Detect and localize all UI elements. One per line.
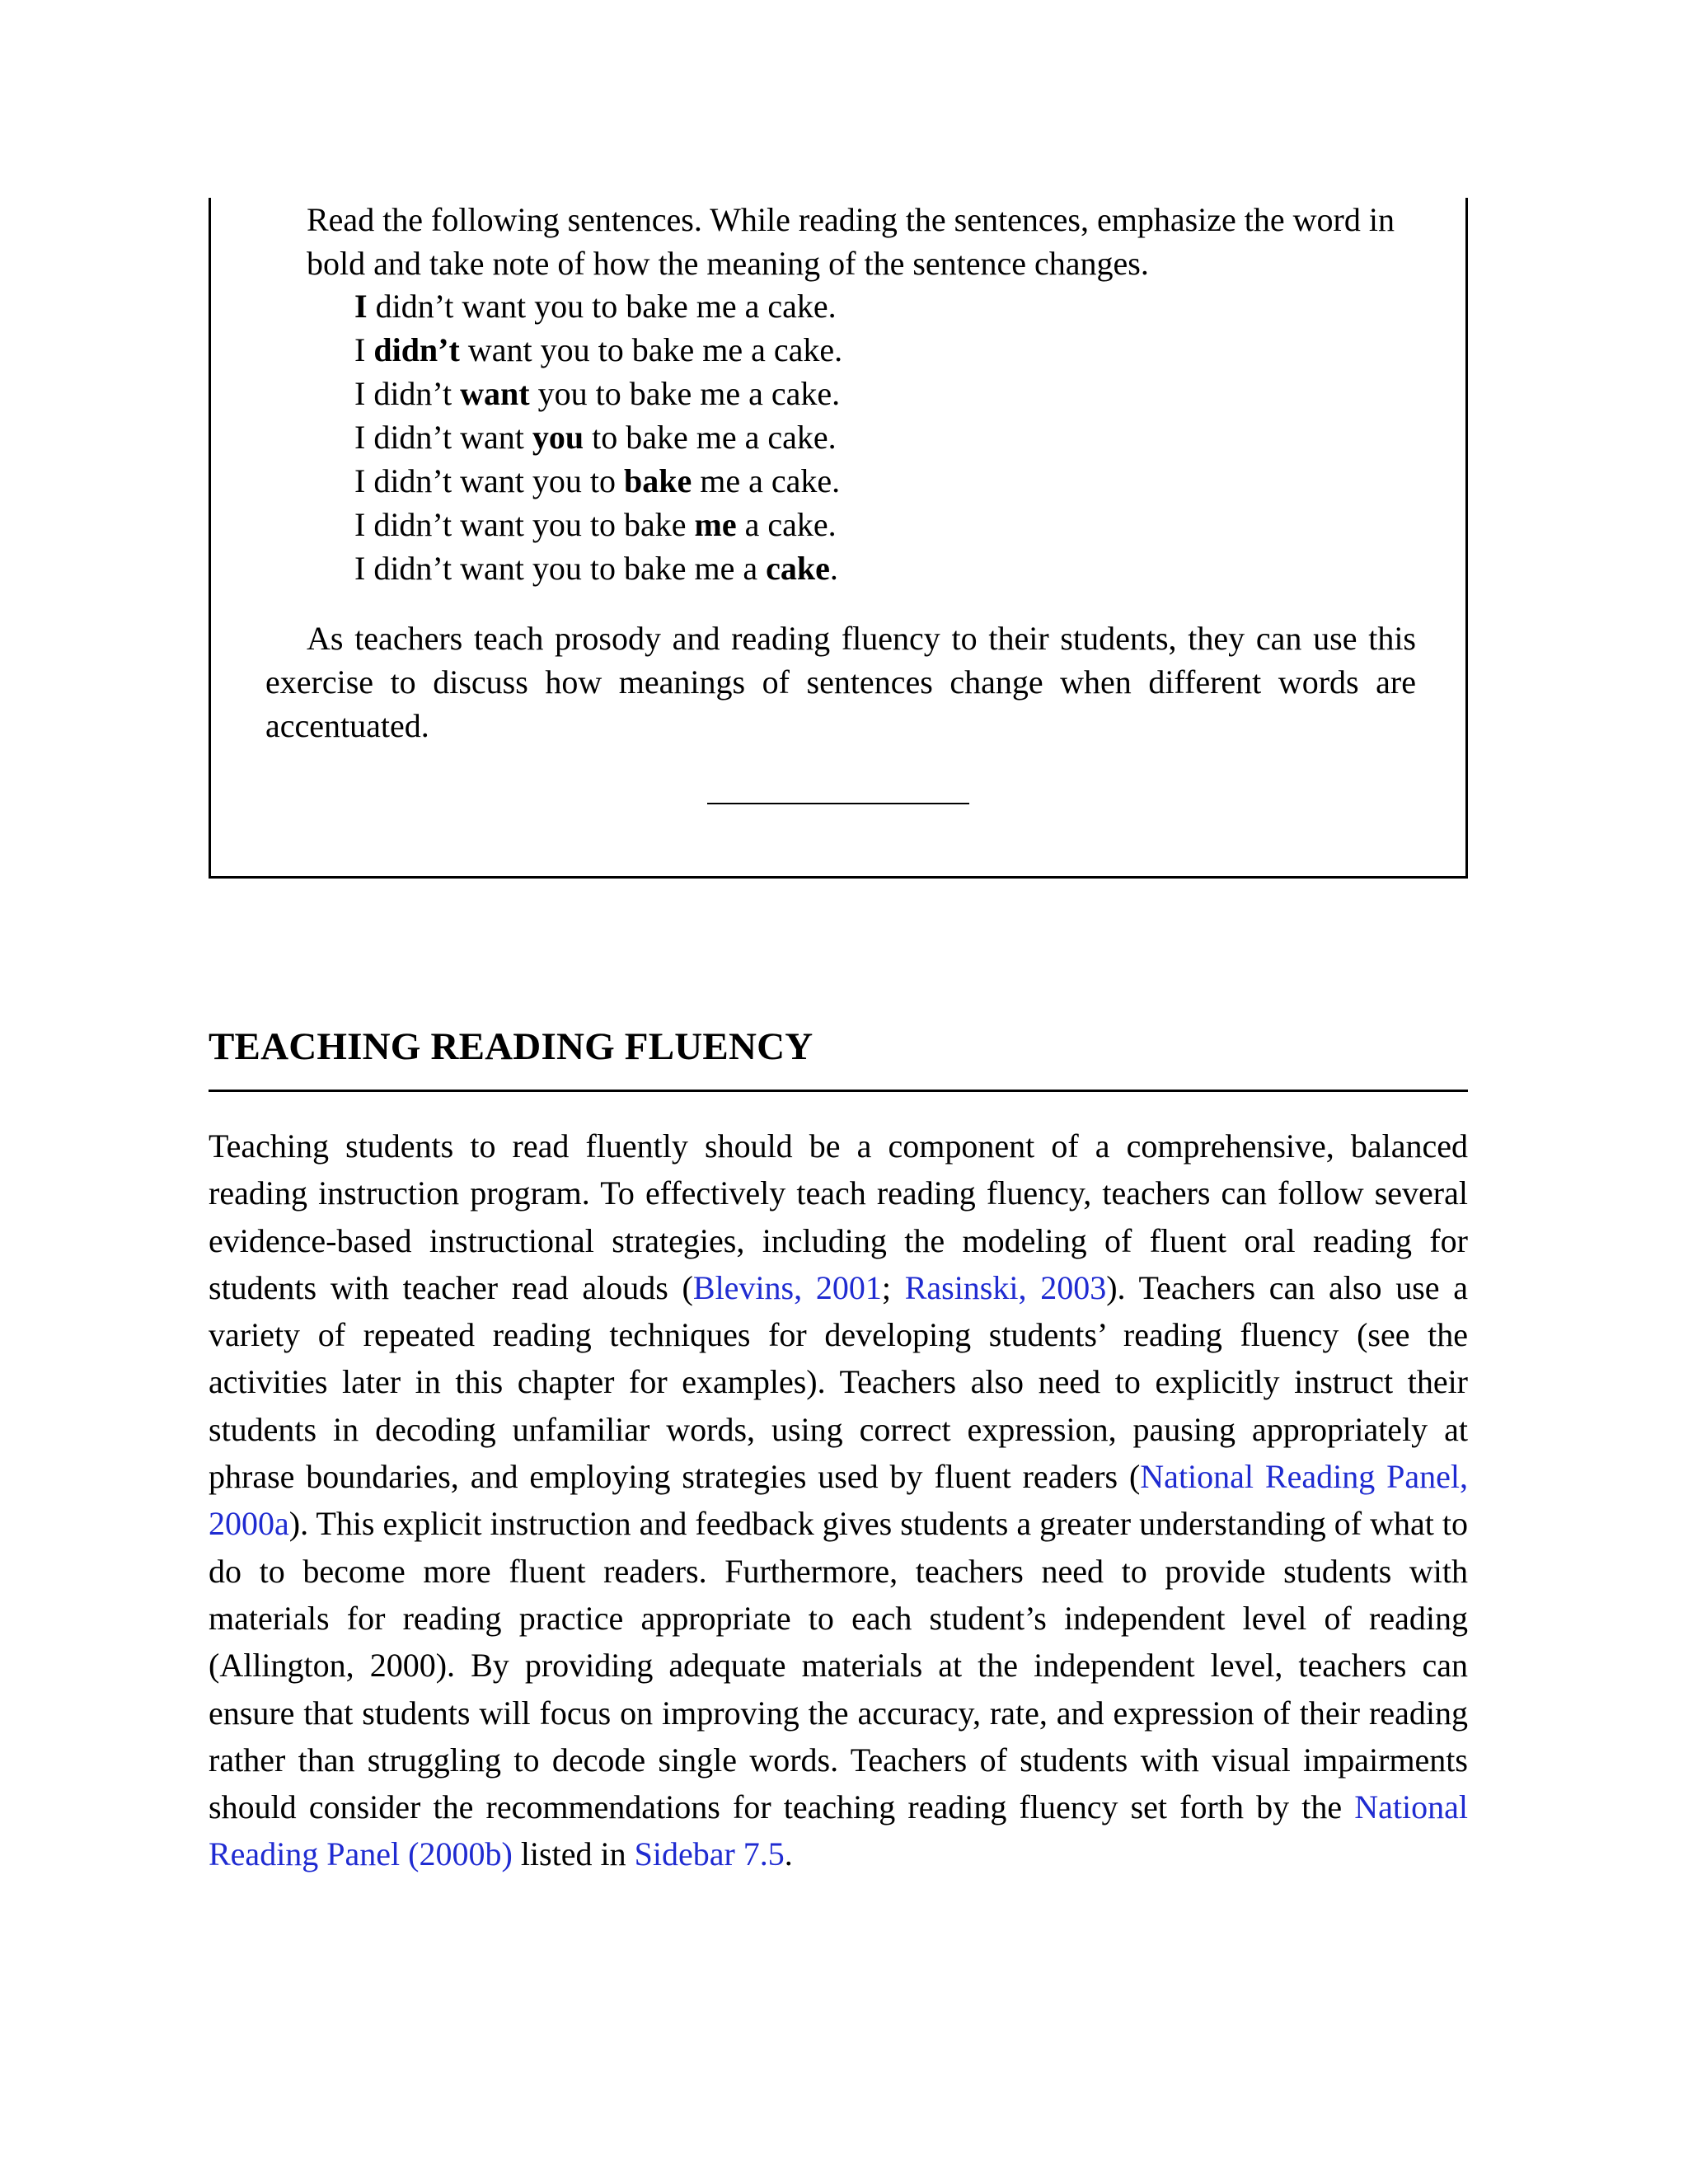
- sidebar-end-rule: [707, 803, 969, 804]
- example-text-after: me a cake.: [692, 462, 841, 499]
- section-heading-rule: [209, 1090, 1468, 1092]
- example-text-before: I: [354, 331, 374, 368]
- section-heading: TEACHING READING FLUENCY: [209, 1025, 814, 1068]
- citation-link-blevins[interactable]: Blevins, 2001: [692, 1268, 882, 1306]
- example-text-after: .: [829, 550, 838, 587]
- example-text-before: I didn’t want you to bake: [354, 506, 695, 543]
- body-text-run: listed in: [512, 1835, 635, 1873]
- example-sentence: [354, 372, 842, 415]
- body-text-run: ;: [881, 1268, 905, 1306]
- example-text-before: I didn’t want you to bake me a: [354, 550, 767, 587]
- citation-link-rasinski[interactable]: Rasinski, 2003: [904, 1268, 1107, 1306]
- example-emphasized-word: bake: [624, 462, 692, 499]
- example-text-after: want you to bake me a cake.: [459, 331, 843, 368]
- example-sentence: [354, 284, 842, 328]
- example-sentences: [354, 284, 842, 590]
- example-text-after: you to bake me a cake.: [529, 375, 841, 412]
- example-text-before: I didn’t want you to: [354, 462, 625, 499]
- body-text-run: ). This explicit instruction and feedback gives students a greater understanding of what to do to become more fluent readers. Furthermore, teachers need to provide students with materials for reading practice appropriate to each student’s independent level of reading (Allington, 2000). By providing adequate materials at the independent level, teachers can ensure that students will focus on improving the accuracy, rate, and expression of their reading rather than struggling to decode single words. Teachers of students with visual impairments should consider the recommendations for teaching reading fluency set forth by the: [209, 1505, 1468, 1826]
- example-emphasized-word: you: [532, 419, 584, 456]
- example-emphasized-word: want: [460, 375, 530, 412]
- example-text-after: a cake.: [736, 506, 837, 543]
- example-text-after: didn’t want you to bake me a cake.: [367, 288, 837, 325]
- sidebar-instruction: [307, 198, 1411, 285]
- example-text-after: to bake me a cake.: [584, 419, 837, 456]
- example-sentence: [354, 546, 842, 590]
- sidebar-closing-text: As teachers teach prosody and reading fluency to their students, they can use this exercise to discuss how meanings of sentences change when different words are accentuated.: [265, 620, 1416, 744]
- body-text-run: ). Teachers can also use a variety of repeated reading techniques for developing students’ reading fluency (see the activities later in this chapter for examples). Teachers also need to explicitly instruct their students in decoding unfamiliar words, using correct expression, pausing appropriately at phrase boundaries, and employing strategies used by fluent readers (: [209, 1268, 1468, 1496]
- example-sentence: [354, 459, 842, 503]
- example-emphasized-word: didn’t: [373, 331, 460, 368]
- body-text-run: Teaching students to read fluently should be a component of a comprehensive, balanced reading instruction program. To effectively teach reading fluency, teachers can follow several evidence-based instructional strategies, including the modeling of fluent oral reading for students with teacher read alouds (: [209, 1127, 1468, 1306]
- sidebar-closing-paragraph: [265, 616, 1416, 748]
- body-paragraph: [209, 1122, 1468, 1878]
- body-paragraph-text: [209, 1122, 1468, 1878]
- example-sentence: [354, 415, 842, 459]
- example-text-before: I didn’t: [354, 375, 461, 412]
- example-text-before: I didn’t want: [354, 419, 532, 456]
- body-text-run: .: [784, 1835, 793, 1873]
- citation-link-nrp-2000a[interactable]: National Reading Panel, 2000a: [209, 1458, 1468, 1543]
- example-emphasized-word: cake: [766, 550, 830, 587]
- sidebar-instruction-text: Read the following sentences. While reading the sentences, emphasize the word in bold and take note of how the meaning of the sentence changes.: [307, 201, 1395, 282]
- citation-link-nrp-2000b[interactable]: National Reading Panel (2000b): [209, 1788, 1468, 1873]
- example-emphasized-word: I: [354, 288, 368, 325]
- example-sentence: [354, 328, 842, 372]
- example-emphasized-word: me: [694, 506, 737, 543]
- example-sentence: [354, 503, 842, 546]
- sidebar-link[interactable]: Sidebar 7.5: [634, 1835, 785, 1873]
